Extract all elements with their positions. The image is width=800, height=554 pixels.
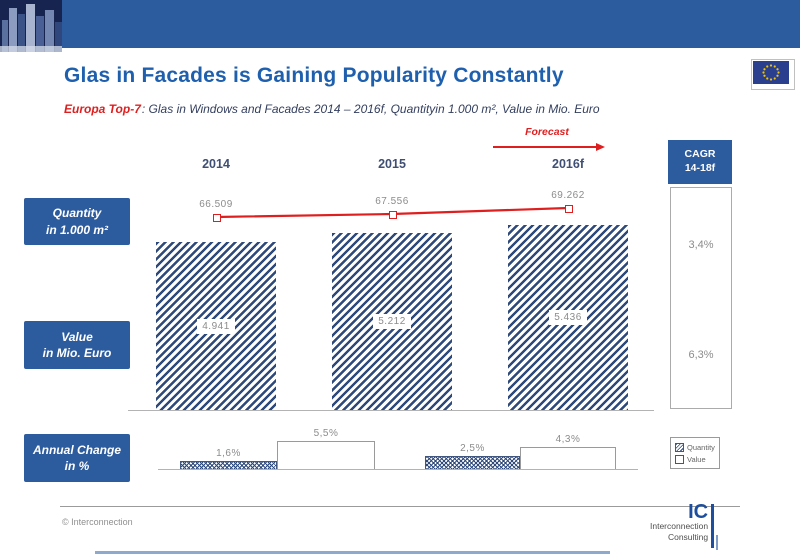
footer-divider <box>60 506 740 507</box>
logo-initials: IC <box>688 501 709 523</box>
bar-value-label: 5.212 <box>373 314 411 329</box>
legend-quantity <box>675 443 719 452</box>
line-marker <box>565 205 573 213</box>
line-marker <box>213 214 221 222</box>
bar-group-2014 <box>156 242 276 410</box>
value-axis-box: Value in Mio. Euro <box>24 321 130 369</box>
legend-quantity-label: Quantity <box>687 442 715 452</box>
logo-bar <box>711 504 714 548</box>
line-value-label: 67.556 <box>375 196 409 207</box>
legend-box <box>670 437 720 469</box>
value-bar <box>156 242 276 410</box>
annual-bar-quantity <box>425 456 520 469</box>
annual-value-label: 4,3% <box>555 434 581 445</box>
main-chart-baseline <box>128 410 654 411</box>
legend-quantity-swatch <box>675 443 684 452</box>
subtitle-rest: : Glas in Windows and Facades 2014 – 2016f, Quantityin 1.000 m², Value in Mio. Euro <box>141 102 600 116</box>
logo-sub: Consulting <box>667 531 709 542</box>
forecast-label: Forecast <box>525 126 569 138</box>
line-marker <box>389 211 397 219</box>
value-bar <box>508 225 628 410</box>
year-label-2016f: 2016f <box>552 157 584 171</box>
annual-bar-quantity <box>180 461 277 469</box>
annual-change-axis-box: Annual Change in % <box>24 434 130 482</box>
cagr-value-value: 6,3% <box>688 349 714 361</box>
logo-bar-light <box>716 535 718 550</box>
annual-group <box>180 448 277 469</box>
subtitle <box>64 102 600 116</box>
line-value-label: 69.262 <box>551 190 585 201</box>
annual-bar-value <box>520 447 616 469</box>
year-label-2014: 2014 <box>202 157 230 171</box>
eu-flag-icon <box>751 59 795 90</box>
cagr-box <box>670 187 732 409</box>
annual-group <box>277 428 375 469</box>
company-logo <box>650 501 718 550</box>
line-value-label: 66.509 <box>199 199 233 210</box>
cagr-quantity-value: 3,4% <box>688 239 714 251</box>
legend-value-label: Value <box>687 454 706 464</box>
bar-value-label: 5.436 <box>549 310 587 325</box>
bar-group-2015 <box>332 233 452 410</box>
copyright-text: © Interconnection <box>62 517 133 527</box>
annual-value-label: 1,6% <box>216 448 241 459</box>
page-title: Glas in Facades is Gaining Popularity Constantly <box>64 64 564 88</box>
legend-value-swatch <box>675 455 684 464</box>
bar-group-2016f <box>508 225 628 410</box>
header-band <box>0 0 800 48</box>
annual-group <box>520 434 616 469</box>
annual-value-label: 2,5% <box>460 443 485 454</box>
annual-bar-value <box>277 441 375 469</box>
quantity-axis-box: Quantity in 1.000 m² <box>24 198 130 245</box>
annual-chart-baseline <box>158 469 638 470</box>
skyline-image <box>0 0 62 52</box>
annual-value-label: 5,5% <box>313 428 339 439</box>
legend-value <box>675 455 719 464</box>
cagr-header: CAGR 14-18f <box>668 140 732 184</box>
year-label-2015: 2015 <box>378 157 406 171</box>
value-bar <box>332 233 452 410</box>
bar-value-label: 4.941 <box>197 319 235 334</box>
subtitle-emphasis: Europa Top-7 <box>64 102 141 116</box>
forecast-arrow-icon <box>493 143 605 151</box>
logo-name: Interconnection <box>650 521 709 531</box>
annual-group <box>425 443 520 469</box>
